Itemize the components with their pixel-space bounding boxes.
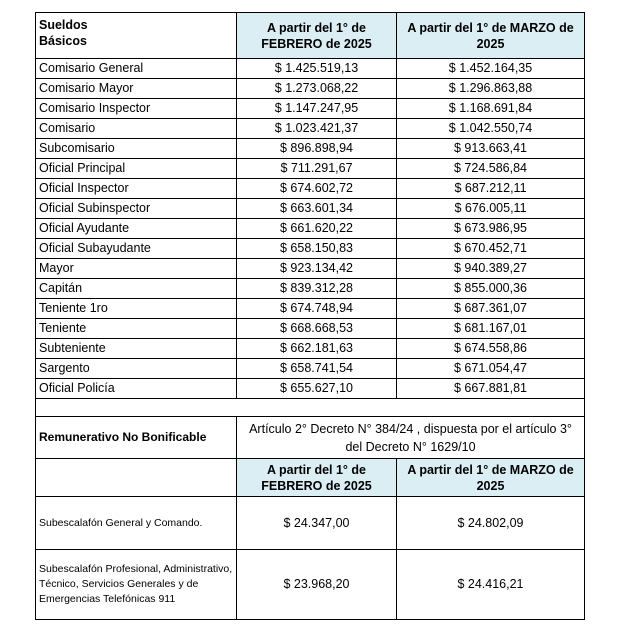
salary-table (35, 12, 585, 620)
feb-value-cell: $ 711.291,67 (237, 159, 397, 179)
rank-cell: Mayor (36, 259, 237, 279)
rank-cell: Oficial Policía (36, 379, 237, 399)
section-row (36, 417, 585, 459)
table-row (36, 99, 585, 119)
mar-value-cell: $ 913.663,41 (397, 139, 585, 159)
feb-value-cell: $ 674.748,94 (237, 299, 397, 319)
table-row (36, 239, 585, 259)
table-row (36, 179, 585, 199)
mar-value-cell: $ 1.296.863,88 (397, 79, 585, 99)
mar-value-cell: $ 667.881,81 (397, 379, 585, 399)
feb-value-cell: $ 24.347,00 (237, 497, 397, 550)
header-2-blank (36, 459, 237, 497)
table-row (36, 319, 585, 339)
feb-value-cell: $ 663.601,34 (237, 199, 397, 219)
section-2-row (36, 550, 585, 620)
table-row (36, 79, 585, 99)
mar-value-cell: $ 1.168.691,84 (397, 99, 585, 119)
mar-value-cell: $ 681.167,01 (397, 319, 585, 339)
header-2-febrero: A partir del 1° de FEBRERO de 2025 (237, 459, 397, 497)
feb-value-cell: $ 658.741,54 (237, 359, 397, 379)
subescalafon-label: Subescalafón General y Comando. (36, 497, 237, 550)
table-row (36, 219, 585, 239)
feb-value-cell: $ 668.668,53 (237, 319, 397, 339)
mar-value-cell: $ 24.416,21 (397, 550, 585, 620)
subescalafon-label: Subescalafón Profesional, Administrativo, Técnico, Servicios Generales y de Emergencias Telefónicas 911 (36, 550, 237, 620)
feb-value-cell: $ 896.898,94 (237, 139, 397, 159)
mar-value-cell: $ 687.361,07 (397, 299, 585, 319)
section-label: Remunerativo No Bonificable (36, 417, 237, 459)
section-article: Artículo 2° Decreto N° 384/24 , dispuesta por el artículo 3° del Decreto N° 1629/10 (237, 417, 585, 459)
rank-cell: Teniente (36, 319, 237, 339)
rank-cell: Oficial Subayudante (36, 239, 237, 259)
rank-cell: Comisario (36, 119, 237, 139)
table-row (36, 259, 585, 279)
table-row (36, 159, 585, 179)
rank-cell: Comisario Inspector (36, 99, 237, 119)
header-line-2: Básicos (39, 34, 87, 48)
spacer-cell (36, 399, 585, 417)
mar-value-cell: $ 673.986,95 (397, 219, 585, 239)
rank-cell: Subcomisario (36, 139, 237, 159)
mar-value-cell: $ 676.005,11 (397, 199, 585, 219)
header-line-1: Sueldos (39, 18, 88, 32)
header-sueldos-basicos (36, 13, 237, 59)
mar-value-cell: $ 687.212,11 (397, 179, 585, 199)
table-row (36, 299, 585, 319)
salary-sheet (35, 12, 584, 620)
mar-value-cell: $ 855.000,36 (397, 279, 585, 299)
mar-value-cell: $ 940.389,27 (397, 259, 585, 279)
feb-value-cell: $ 1.147.247,95 (237, 99, 397, 119)
table-row (36, 59, 585, 79)
rank-cell: Sargento (36, 359, 237, 379)
table-row (36, 199, 585, 219)
header-2-marzo: A partir del 1° de MARZO de 2025 (397, 459, 585, 497)
feb-value-cell: $ 1.425.519,13 (237, 59, 397, 79)
feb-value-cell: $ 923.134,42 (237, 259, 397, 279)
feb-value-cell: $ 655.627,10 (237, 379, 397, 399)
rank-cell: Teniente 1ro (36, 299, 237, 319)
rank-cell: Oficial Ayudante (36, 219, 237, 239)
rank-cell: Oficial Subinspector (36, 199, 237, 219)
table-row (36, 379, 585, 399)
section-2-row (36, 497, 585, 550)
header-row-2 (36, 459, 585, 497)
rank-cell: Oficial Principal (36, 159, 237, 179)
feb-value-cell: $ 23.968,20 (237, 550, 397, 620)
mar-value-cell: $ 24.802,09 (397, 497, 585, 550)
table-row (36, 119, 585, 139)
header-marzo: A partir del 1° de MARZO de 2025 (397, 13, 585, 59)
header-febrero: A partir del 1° de FEBRERO de 2025 (237, 13, 397, 59)
feb-value-cell: $ 661.620,22 (237, 219, 397, 239)
spacer-row (36, 399, 585, 417)
mar-value-cell: $ 671.054,47 (397, 359, 585, 379)
mar-value-cell: $ 670.452,71 (397, 239, 585, 259)
mar-value-cell: $ 724.586,84 (397, 159, 585, 179)
mar-value-cell: $ 1.452.164,35 (397, 59, 585, 79)
feb-value-cell: $ 658.150,83 (237, 239, 397, 259)
feb-value-cell: $ 662.181,63 (237, 339, 397, 359)
table-row (36, 339, 585, 359)
rank-cell: Comisario General (36, 59, 237, 79)
rank-cell: Oficial Inspector (36, 179, 237, 199)
table-row (36, 359, 585, 379)
rank-cell: Capitán (36, 279, 237, 299)
table-row (36, 279, 585, 299)
rank-cell: Comisario Mayor (36, 79, 237, 99)
feb-value-cell: $ 674.602,72 (237, 179, 397, 199)
header-row (36, 13, 585, 59)
feb-value-cell: $ 839.312,28 (237, 279, 397, 299)
feb-value-cell: $ 1.023.421,37 (237, 119, 397, 139)
mar-value-cell: $ 1.042.550,74 (397, 119, 585, 139)
mar-value-cell: $ 674.558,86 (397, 339, 585, 359)
feb-value-cell: $ 1.273.068,22 (237, 79, 397, 99)
rank-cell: Subteniente (36, 339, 237, 359)
table-row (36, 139, 585, 159)
